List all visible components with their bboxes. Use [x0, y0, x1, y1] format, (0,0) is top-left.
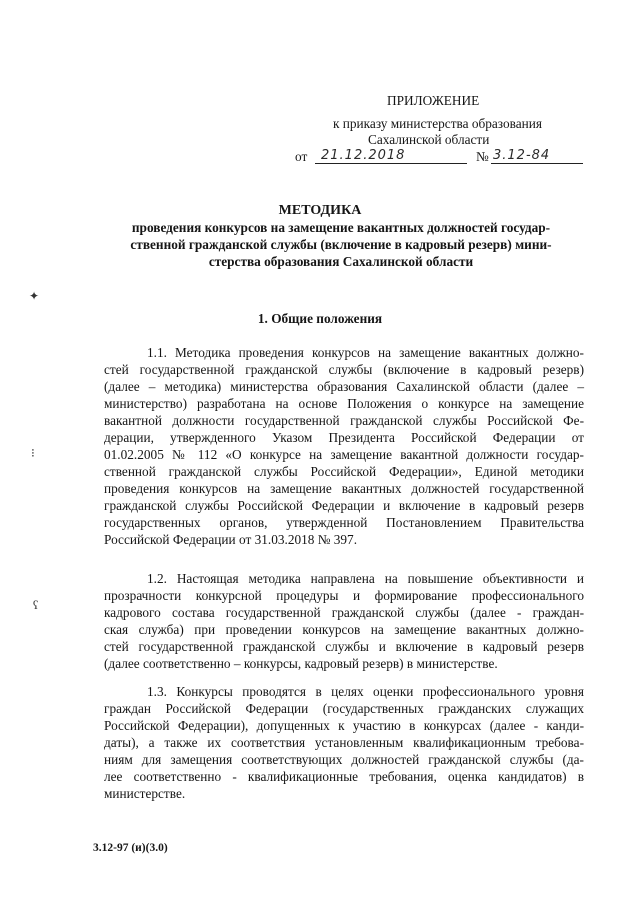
text-line: Российской Федерации), допущенных к участию в конкурсах (далее - канди-	[104, 718, 584, 733]
text-line: (далее соответственно – конкурсы, кадровый резерв) в министерстве.	[104, 656, 498, 671]
order-reference: к приказу министерства образования	[333, 116, 542, 131]
handwritten-date: 21.12.2018	[321, 148, 406, 163]
text-line: ниям для замещения соответствующих должностей гражданской службы (да-	[104, 752, 584, 767]
text-line: дерации, утвержденного Указом Президента Российской Федерации от	[104, 430, 584, 445]
margin-mark: ʕ	[33, 598, 39, 612]
text-line: даты), а также их соответствия установленным квалификационным требова-	[104, 735, 584, 750]
date-prefix: от	[295, 149, 308, 164]
text-line: вакантной должности государственной гражданской службы Российской Фе-	[104, 413, 584, 428]
order-date-number-line	[295, 148, 585, 166]
region-name: Сахалинской области	[368, 132, 490, 147]
text-line: ственной гражданской службы Российской Федерации», Единой методики	[104, 464, 584, 479]
text-line: проведения конкурсов на замещение вакантных должностей государственной	[104, 481, 584, 496]
text-line: кадрового состава государственной гражданской службы (далее - граждан-	[104, 605, 584, 620]
subtitle-line: проведения конкурсов на замещение вакантных должностей государ-	[131, 220, 551, 235]
paragraph-1-3	[104, 683, 584, 802]
text-line: министерстве.	[104, 786, 186, 801]
text-line: ская служба) при проведении конкурсов на замещение вакантных должно-	[104, 622, 584, 637]
margin-mark: ✦	[29, 289, 40, 303]
document-subtitle	[100, 219, 582, 270]
text-line: (далее – методика) министерства образования Сахалинской области (далее –	[104, 379, 584, 394]
document-code: 3.12-97 (и)(3.0)	[93, 842, 168, 854]
text-line: 1.3. Конкурсы проводятся в целях оценки профессионального уровня	[147, 684, 584, 699]
text-line: лее соответственно - квалификационные требования, оценка кандидатов) в	[104, 769, 584, 784]
margin-mark: ⁝	[31, 446, 35, 460]
text-line: 1.1. Методика проведения конкурсов на замещение вакантных должно-	[147, 345, 584, 360]
text-line: министерство) разработана на основе Положения о конкурсе на замещение	[104, 396, 584, 411]
handwritten-number: 3.12-84	[493, 148, 551, 163]
text-line: Российской Федерации от 31.03.2018 № 397.	[104, 532, 358, 547]
number-underline	[491, 148, 583, 164]
paragraph-1-2	[104, 570, 584, 672]
subtitle-line: стерства образования Сахалинской области	[208, 254, 474, 269]
document-title: МЕТОДИКА	[278, 203, 362, 218]
text-line: стей государственной гражданской службы (включение в кадровый резерв)	[104, 362, 584, 377]
date-underline	[315, 148, 467, 164]
section-heading: 1. Общие положения	[257, 311, 383, 326]
text-line: государственных органов, утвержденной Постановлением Правительства	[104, 515, 584, 530]
text-line: граждан Российской Федерации (государственных гражданских служащих	[104, 701, 584, 716]
subtitle-line: ственной гражданской службы (включение в кадровый резерв) мини-	[130, 237, 552, 252]
text-line: прозрачности конкурсной процедуры и формирование профессионального	[104, 588, 584, 603]
text-line: 1.2. Настоящая методика направлена на повышение объективности и	[147, 571, 584, 586]
text-line: 01.02.2005 № 112 «О конкурсе на замещение вакантной должности государ-	[104, 447, 584, 462]
number-prefix: №	[476, 149, 489, 164]
text-line: стей государственной гражданской службы и включение в кадровый резерв	[104, 639, 584, 654]
paragraph-1-1	[104, 344, 584, 548]
text-line: гражданской службы Российской Федерации и включение в кадровый резерв	[104, 498, 584, 513]
appendix-label: ПРИЛОЖЕНИЕ	[387, 93, 480, 108]
